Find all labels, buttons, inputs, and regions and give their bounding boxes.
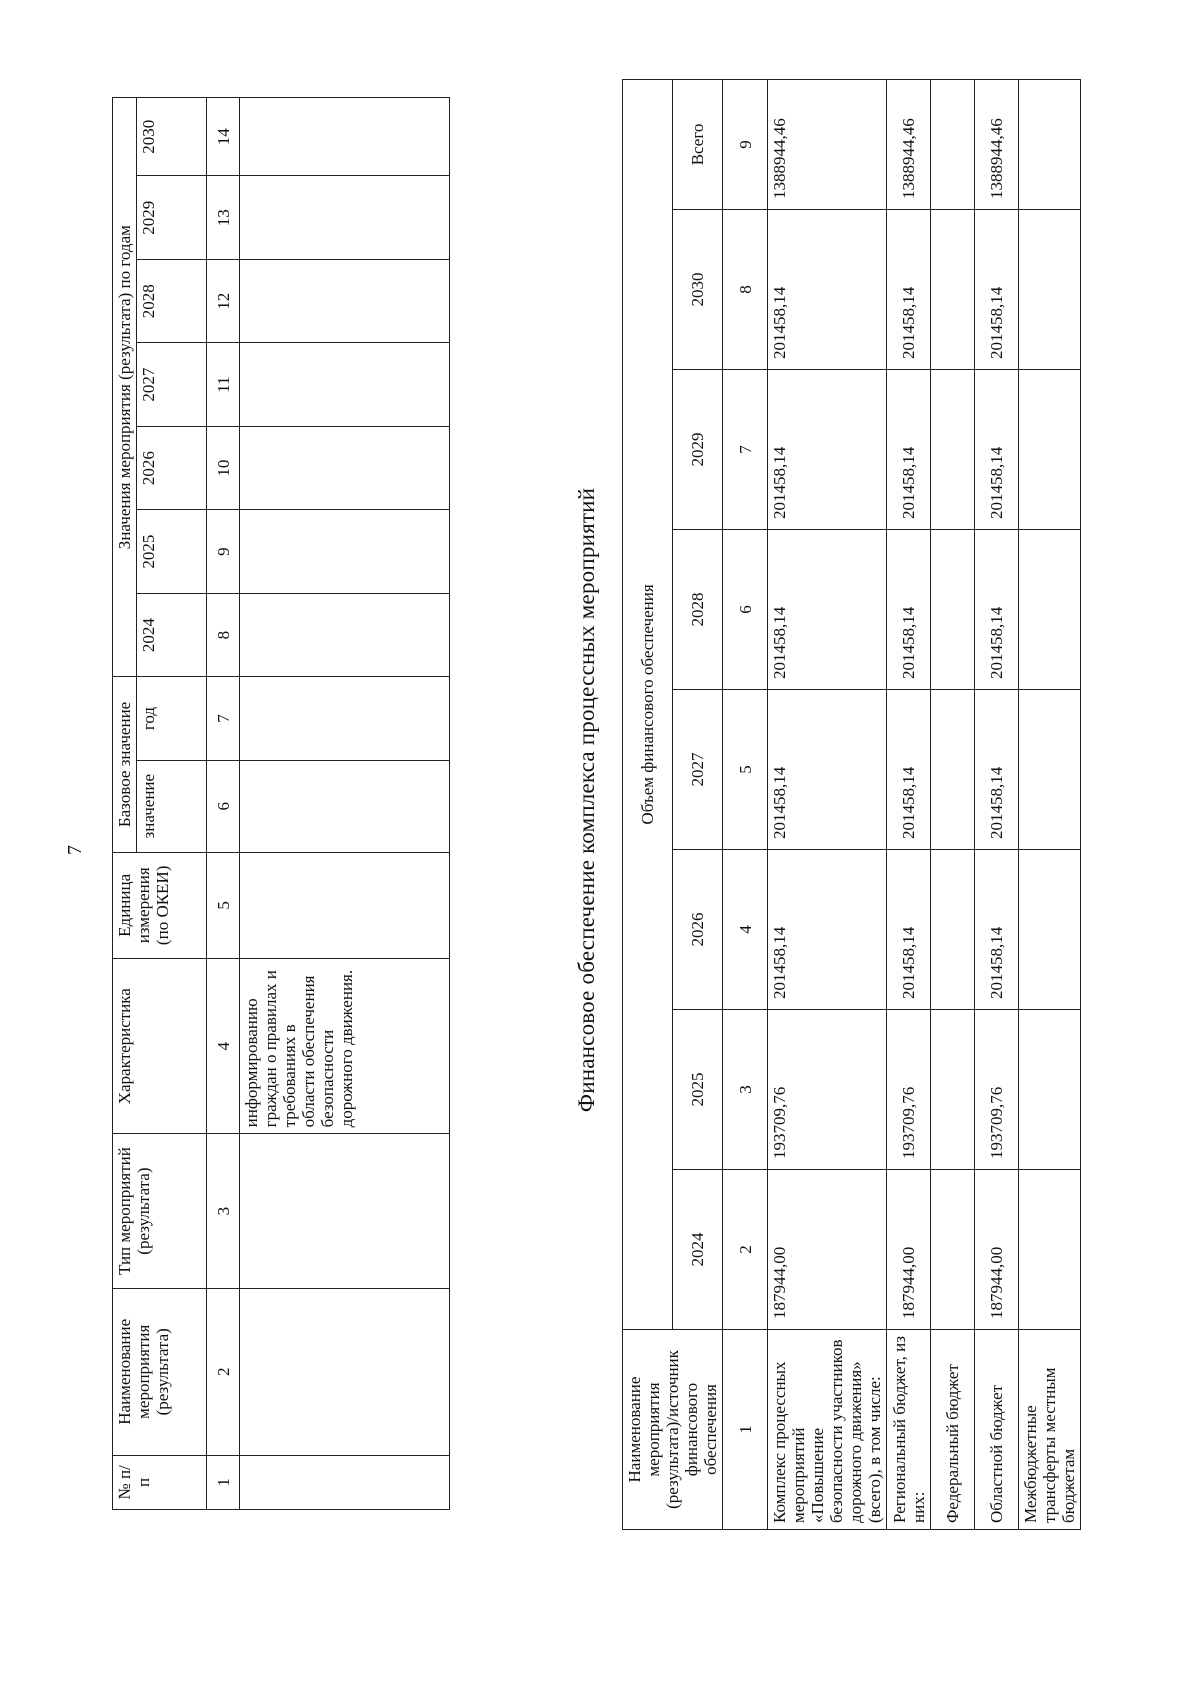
row-value: [1019, 210, 1081, 370]
row-value: 187944,00: [887, 1170, 931, 1330]
row-value: [931, 1170, 975, 1330]
row-value: 193709,76: [975, 1010, 1019, 1170]
column-number: 11: [207, 343, 240, 426]
header-type: Тип мероприятий (результата): [113, 1134, 207, 1288]
row-value: 201458,14: [975, 530, 1019, 690]
column-number: 6: [207, 760, 240, 852]
column-number: 4: [723, 850, 768, 1010]
section-title: Финансовое обеспечение комплекса процессных мероприятий: [574, 487, 599, 1113]
row-value: 201458,14: [975, 210, 1019, 370]
column-number: 1: [723, 1330, 768, 1530]
header-year: 2028: [137, 259, 207, 342]
row-value: 187944,00: [975, 1170, 1019, 1330]
row-value: 201458,14: [975, 850, 1019, 1010]
header-total: Всего: [673, 79, 723, 209]
column-number: 3: [723, 1010, 768, 1170]
table-row: [975, 79, 1019, 1529]
row-value: 187944,00: [768, 1170, 887, 1330]
column-number-row: [207, 98, 240, 1510]
column-number-row: [723, 79, 768, 1529]
row-value: [1019, 370, 1081, 530]
header-year: 2025: [673, 1010, 723, 1170]
header-base-value: значение: [137, 760, 207, 852]
cell-empty: [240, 1288, 450, 1455]
table-row: [931, 79, 975, 1529]
row-value: 1388944,46: [887, 79, 931, 209]
row-value: 201458,14: [887, 210, 931, 370]
page-number: 7: [64, 845, 86, 855]
header-year: 2026: [137, 426, 207, 509]
header-year: 2029: [137, 176, 207, 259]
cell-empty: [240, 98, 450, 176]
row-value: 201458,14: [887, 530, 931, 690]
row-name: Комплекс процессных мероприятий «Повышение безопасности участников дорожного движения» (всего), в том числе:: [768, 1330, 887, 1530]
header-row-2: [673, 79, 723, 1529]
results-values-table: [112, 97, 450, 1510]
header-name: Наименование мероприятия (результата)/источник финансового обеспечения: [623, 1330, 723, 1530]
column-number: 8: [207, 593, 240, 676]
header-characteristic: Характеристика: [113, 959, 207, 1134]
column-number: 8: [723, 210, 768, 370]
cell-empty: [240, 259, 450, 342]
header-year: 2024: [137, 593, 207, 676]
row-value: [1019, 690, 1081, 850]
row-value: 201458,14: [768, 690, 887, 850]
column-number: 5: [723, 690, 768, 850]
row-value: 201458,14: [887, 690, 931, 850]
financing-table: [622, 79, 1081, 1530]
column-number: 2: [723, 1170, 768, 1330]
column-number: 14: [207, 98, 240, 176]
column-number: 3: [207, 1134, 240, 1288]
row-name: Межбюджетные трансферты местным бюджетам: [1019, 1330, 1081, 1530]
row-value: 201458,14: [768, 530, 887, 690]
column-number: 1: [207, 1455, 240, 1509]
continuation-row: [240, 98, 450, 1510]
cell-empty: [240, 677, 450, 760]
table-row: [1019, 79, 1081, 1529]
row-value: [1019, 1010, 1081, 1170]
row-value: [931, 690, 975, 850]
column-number: 9: [723, 79, 768, 209]
row-value: [931, 210, 975, 370]
table-row: [768, 79, 887, 1529]
row-name: Федеральный бюджет: [931, 1330, 975, 1530]
cell-empty: [240, 426, 450, 509]
row-value: [1019, 530, 1081, 690]
header-base-year: год: [137, 677, 207, 760]
row-value: [1019, 1170, 1081, 1330]
row-name: Региональный бюджет, из них:: [887, 1330, 931, 1530]
column-number: 7: [723, 370, 768, 530]
header-year: 2026: [673, 850, 723, 1010]
cell-empty: [240, 760, 450, 852]
row-value: [931, 530, 975, 690]
header-year: 2024: [673, 1170, 723, 1330]
column-number: 5: [207, 852, 240, 958]
column-number: 9: [207, 510, 240, 593]
column-number: 7: [207, 677, 240, 760]
column-number: 6: [723, 530, 768, 690]
row-value: [931, 850, 975, 1010]
header-year: 2027: [673, 690, 723, 850]
column-number: 4: [207, 959, 240, 1134]
cell-empty: [240, 343, 450, 426]
column-number: 2: [207, 1288, 240, 1455]
row-value: 201458,14: [975, 690, 1019, 850]
row-value: 201458,14: [768, 210, 887, 370]
row-value: 193709,76: [768, 1010, 887, 1170]
row-value: [1019, 79, 1081, 209]
header-year: 2027: [137, 343, 207, 426]
header-row-1: [113, 98, 137, 1510]
header-row-1: [623, 79, 673, 1529]
cell-empty: [240, 510, 450, 593]
characteristic-text: информированию граждан о правилах и требованиях в области обеспечения безопасности дорожного движения.: [240, 959, 450, 1134]
row-value: 201458,14: [887, 370, 931, 530]
column-number: 12: [207, 259, 240, 342]
header-base: Базовое значение: [113, 677, 137, 852]
cell-empty: [240, 176, 450, 259]
column-number: 10: [207, 426, 240, 509]
row-value: 201458,14: [887, 850, 931, 1010]
row-value: 1388944,46: [975, 79, 1019, 209]
row-value: 201458,14: [975, 370, 1019, 530]
table-row: [887, 79, 931, 1529]
cell-empty: [240, 593, 450, 676]
header-num: № п/п: [113, 1455, 207, 1509]
cell-empty: [240, 852, 450, 958]
row-value: [931, 79, 975, 209]
row-value: 1388944,46: [768, 79, 887, 209]
header-year: 2030: [137, 98, 207, 176]
cell-empty: [240, 1134, 450, 1288]
header-year: 2030: [673, 210, 723, 370]
header-values-by-year: Значения мероприятия (результата) по годам: [113, 98, 137, 677]
row-value: [1019, 850, 1081, 1010]
row-value: [931, 1010, 975, 1170]
row-name: Областной бюджет: [975, 1330, 1019, 1530]
header-year: 2029: [673, 370, 723, 530]
row-value: 201458,14: [768, 370, 887, 530]
header-year: 2025: [137, 510, 207, 593]
header-volume: Объем финансового обеспечения: [623, 79, 673, 1329]
header-unit: Единица измерения (по ОКЕИ): [113, 852, 207, 958]
header-name: Наименование мероприятия (результата): [113, 1288, 207, 1455]
row-value: [931, 370, 975, 530]
cell-empty: [240, 1455, 450, 1509]
row-value: 193709,76: [887, 1010, 931, 1170]
row-value: 201458,14: [768, 850, 887, 1010]
column-number: 13: [207, 176, 240, 259]
header-year: 2028: [673, 530, 723, 690]
